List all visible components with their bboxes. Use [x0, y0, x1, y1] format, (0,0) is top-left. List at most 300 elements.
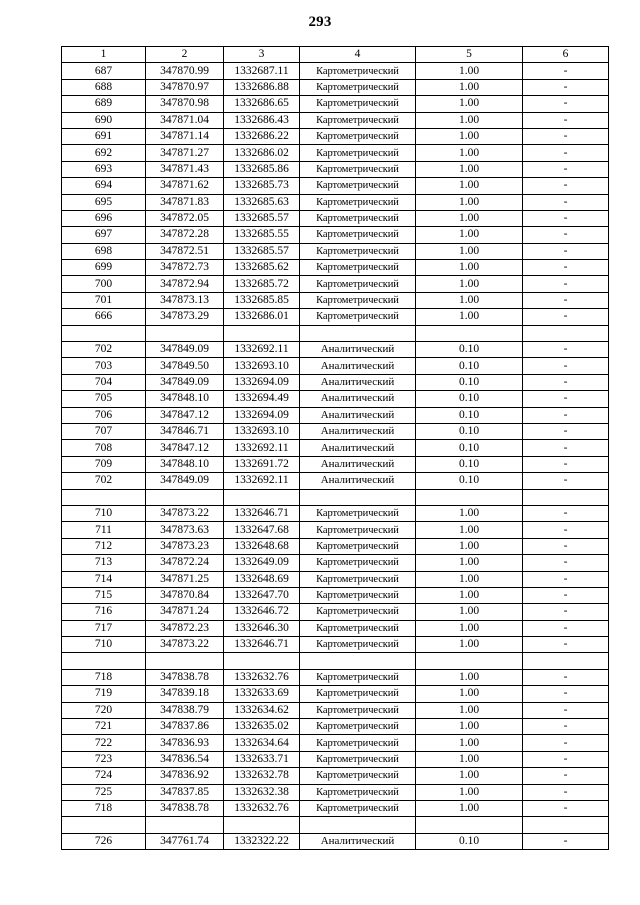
cell-y-coordinate: 1332632.76 [224, 669, 300, 685]
cell-y-coordinate: 1332686.02 [224, 145, 300, 161]
cell-method: Аналитический [300, 391, 416, 407]
cell-y-coordinate: 1332647.68 [224, 522, 300, 538]
cell-x-coordinate: 347847.12 [146, 440, 224, 456]
cell-point-number: 690 [62, 112, 146, 128]
table-row [62, 473, 609, 489]
cell-accuracy: 1.00 [416, 96, 523, 112]
cell-note: - [523, 768, 609, 784]
cell-accuracy: 1.00 [416, 735, 523, 751]
cell-note: - [523, 178, 609, 194]
cell-point-number: 701 [62, 292, 146, 308]
cell-y-coordinate: 1332685.72 [224, 276, 300, 292]
cell-y-coordinate: 1332648.68 [224, 538, 300, 554]
cell-x-coordinate: 347871.43 [146, 161, 224, 177]
table-row [62, 96, 609, 112]
cell-accuracy: 1.00 [416, 784, 523, 800]
cell-x-coordinate: 347849.09 [146, 473, 224, 489]
table-row [62, 522, 609, 538]
cell-accuracy: 1.00 [416, 292, 523, 308]
table-row [62, 669, 609, 685]
cell-method: Картометрический [300, 522, 416, 538]
cell-point-number: 700 [62, 276, 146, 292]
cell-note: - [523, 735, 609, 751]
cell-x-coordinate [146, 817, 224, 833]
cell-point-number: 722 [62, 735, 146, 751]
cell-note: - [523, 210, 609, 226]
cell-accuracy: 1.00 [416, 587, 523, 603]
cell-y-coordinate: 1332694.09 [224, 374, 300, 390]
cell-note: - [523, 128, 609, 144]
cell-y-coordinate: 1332686.01 [224, 309, 300, 325]
cell-x-coordinate: 347838.78 [146, 669, 224, 685]
cell-note [523, 653, 609, 669]
cell-method [300, 325, 416, 341]
cell-accuracy: 1.00 [416, 145, 523, 161]
cell-y-coordinate: 1332646.72 [224, 604, 300, 620]
cell-note: - [523, 538, 609, 554]
cell-accuracy: 1.00 [416, 768, 523, 784]
cell-point-number: 716 [62, 604, 146, 620]
cell-method: Картометрический [300, 719, 416, 735]
cell-y-coordinate: 1332692.11 [224, 473, 300, 489]
table-separator-row [62, 653, 609, 669]
table-row [62, 374, 609, 390]
cell-point-number: 715 [62, 587, 146, 603]
cell-x-coordinate: 347871.83 [146, 194, 224, 210]
cell-method: Картометрический [300, 686, 416, 702]
cell-point-number: 692 [62, 145, 146, 161]
cell-note: - [523, 260, 609, 276]
cell-note: - [523, 407, 609, 423]
column-header-3: 3 [224, 47, 300, 63]
cell-y-coordinate: 1332634.62 [224, 702, 300, 718]
cell-y-coordinate: 1332633.69 [224, 686, 300, 702]
table-row [62, 784, 609, 800]
table-row [62, 194, 609, 210]
cell-note: - [523, 784, 609, 800]
table-row [62, 702, 609, 718]
cell-accuracy: 0.10 [416, 440, 523, 456]
cell-x-coordinate: 347872.23 [146, 620, 224, 636]
cell-y-coordinate [224, 817, 300, 833]
cell-note: - [523, 374, 609, 390]
cell-y-coordinate: 1332648.69 [224, 571, 300, 587]
cell-method: Картометрический [300, 309, 416, 325]
cell-x-coordinate: 347846.71 [146, 423, 224, 439]
cell-point-number: 705 [62, 391, 146, 407]
cell-note: - [523, 719, 609, 735]
cell-x-coordinate: 347836.92 [146, 768, 224, 784]
cell-note: - [523, 145, 609, 161]
cell-accuracy [416, 653, 523, 669]
cell-x-coordinate: 347836.54 [146, 751, 224, 767]
table-row [62, 620, 609, 636]
table-row [62, 391, 609, 407]
table-row [62, 538, 609, 554]
table-row [62, 260, 609, 276]
cell-method: Картометрический [300, 63, 416, 79]
cell-x-coordinate: 347837.86 [146, 719, 224, 735]
cell-x-coordinate: 347871.14 [146, 128, 224, 144]
cell-x-coordinate: 347848.10 [146, 391, 224, 407]
cell-y-coordinate: 1332646.71 [224, 637, 300, 653]
cell-note: - [523, 555, 609, 571]
table-separator-row [62, 489, 609, 505]
cell-method: Картометрический [300, 604, 416, 620]
cell-point-number: 713 [62, 555, 146, 571]
cell-note: - [523, 391, 609, 407]
cell-accuracy: 1.00 [416, 604, 523, 620]
cell-y-coordinate: 1332693.10 [224, 358, 300, 374]
cell-x-coordinate: 347872.94 [146, 276, 224, 292]
cell-note: - [523, 276, 609, 292]
cell-x-coordinate: 347872.05 [146, 210, 224, 226]
cell-point-number: 707 [62, 423, 146, 439]
cell-x-coordinate: 347838.78 [146, 800, 224, 816]
table-row [62, 587, 609, 603]
table-row [62, 210, 609, 226]
cell-point-number: 689 [62, 96, 146, 112]
cell-point-number: 711 [62, 522, 146, 538]
cell-accuracy: 1.00 [416, 637, 523, 653]
cell-x-coordinate: 347873.13 [146, 292, 224, 308]
cell-y-coordinate: 1332685.57 [224, 210, 300, 226]
cell-x-coordinate: 347871.27 [146, 145, 224, 161]
column-header-2: 2 [146, 47, 224, 63]
cell-accuracy: 1.00 [416, 620, 523, 636]
cell-y-coordinate: 1332685.62 [224, 260, 300, 276]
cell-y-coordinate: 1332634.64 [224, 735, 300, 751]
cell-accuracy [416, 325, 523, 341]
cell-note: - [523, 686, 609, 702]
cell-point-number: 726 [62, 833, 146, 849]
table-row [62, 309, 609, 325]
cell-accuracy: 1.00 [416, 555, 523, 571]
cell-accuracy: 1.00 [416, 751, 523, 767]
cell-accuracy: 1.00 [416, 505, 523, 521]
cell-accuracy: 1.00 [416, 210, 523, 226]
cell-y-coordinate: 1332685.63 [224, 194, 300, 210]
cell-point-number [62, 325, 146, 341]
cell-point-number: 710 [62, 505, 146, 521]
coordinates-table [61, 46, 609, 850]
table-row [62, 112, 609, 128]
cell-x-coordinate: 347871.04 [146, 112, 224, 128]
cell-note: - [523, 96, 609, 112]
table-separator-row [62, 817, 609, 833]
cell-point-number: 724 [62, 768, 146, 784]
cell-y-coordinate: 1332685.55 [224, 227, 300, 243]
cell-accuracy: 1.00 [416, 276, 523, 292]
cell-method: Аналитический [300, 342, 416, 358]
cell-point-number: 725 [62, 784, 146, 800]
cell-method: Картометрический [300, 620, 416, 636]
cell-note: - [523, 227, 609, 243]
page-number: 293 [308, 14, 332, 30]
cell-accuracy: 1.00 [416, 178, 523, 194]
cell-x-coordinate: 347849.09 [146, 374, 224, 390]
cell-x-coordinate: 347849.09 [146, 342, 224, 358]
table-row [62, 735, 609, 751]
table-row [62, 276, 609, 292]
cell-point-number: 699 [62, 260, 146, 276]
cell-method: Картометрический [300, 702, 416, 718]
cell-accuracy: 0.10 [416, 423, 523, 439]
table-row [62, 800, 609, 816]
column-header-6: 6 [523, 47, 609, 63]
cell-x-coordinate: 347870.84 [146, 587, 224, 603]
table-row [62, 719, 609, 735]
cell-method: Картометрический [300, 735, 416, 751]
cell-y-coordinate: 1332694.09 [224, 407, 300, 423]
cell-point-number: 688 [62, 79, 146, 95]
cell-y-coordinate: 1332685.85 [224, 292, 300, 308]
cell-note: - [523, 161, 609, 177]
cell-x-coordinate: 347871.25 [146, 571, 224, 587]
cell-point-number: 704 [62, 374, 146, 390]
cell-point-number: 718 [62, 800, 146, 816]
cell-accuracy: 0.10 [416, 391, 523, 407]
cell-point-number: 706 [62, 407, 146, 423]
table-row [62, 161, 609, 177]
table-separator-row [62, 325, 609, 341]
cell-x-coordinate: 347847.12 [146, 407, 224, 423]
cell-point-number: 721 [62, 719, 146, 735]
cell-accuracy: 0.10 [416, 358, 523, 374]
cell-method: Картометрический [300, 260, 416, 276]
cell-note: - [523, 63, 609, 79]
cell-y-coordinate: 1332691.72 [224, 456, 300, 472]
cell-x-coordinate: 347873.29 [146, 309, 224, 325]
table-row [62, 456, 609, 472]
cell-note [523, 489, 609, 505]
cell-x-coordinate: 347872.73 [146, 260, 224, 276]
cell-method: Картометрический [300, 145, 416, 161]
cell-note: - [523, 620, 609, 636]
cell-accuracy: 1.00 [416, 719, 523, 735]
cell-x-coordinate: 347836.93 [146, 735, 224, 751]
cell-y-coordinate: 1332685.57 [224, 243, 300, 259]
cell-point-number [62, 489, 146, 505]
cell-y-coordinate: 1332686.88 [224, 79, 300, 95]
cell-x-coordinate: 347849.50 [146, 358, 224, 374]
cell-note: - [523, 522, 609, 538]
cell-note: - [523, 358, 609, 374]
cell-y-coordinate: 1332692.11 [224, 342, 300, 358]
cell-point-number [62, 817, 146, 833]
cell-accuracy: 0.10 [416, 407, 523, 423]
cell-method: Аналитический [300, 456, 416, 472]
cell-method: Картометрический [300, 555, 416, 571]
cell-method: Аналитический [300, 833, 416, 849]
cell-x-coordinate: 347837.85 [146, 784, 224, 800]
table-row [62, 79, 609, 95]
cell-accuracy: 0.10 [416, 374, 523, 390]
cell-x-coordinate [146, 653, 224, 669]
cell-method: Аналитический [300, 407, 416, 423]
cell-note: - [523, 243, 609, 259]
cell-point-number: 691 [62, 128, 146, 144]
table-body [62, 63, 609, 850]
cell-y-coordinate: 1332635.02 [224, 719, 300, 735]
cell-accuracy: 1.00 [416, 571, 523, 587]
cell-y-coordinate: 1332686.22 [224, 128, 300, 144]
cell-method: Картометрический [300, 768, 416, 784]
cell-accuracy: 1.00 [416, 63, 523, 79]
cell-x-coordinate: 347870.99 [146, 63, 224, 79]
cell-accuracy: 1.00 [416, 79, 523, 95]
cell-point-number: 695 [62, 194, 146, 210]
cell-point-number: 710 [62, 637, 146, 653]
cell-note: - [523, 473, 609, 489]
cell-x-coordinate: 347873.23 [146, 538, 224, 554]
cell-note: - [523, 604, 609, 620]
cell-note: - [523, 440, 609, 456]
cell-note: - [523, 112, 609, 128]
cell-accuracy: 1.00 [416, 800, 523, 816]
table-row [62, 423, 609, 439]
cell-x-coordinate: 347873.22 [146, 637, 224, 653]
cell-y-coordinate: 1332649.09 [224, 555, 300, 571]
cell-accuracy [416, 817, 523, 833]
cell-note: - [523, 702, 609, 718]
cell-y-coordinate: 1332685.73 [224, 178, 300, 194]
table-row [62, 342, 609, 358]
cell-x-coordinate: 347848.10 [146, 456, 224, 472]
cell-note: - [523, 587, 609, 603]
table-row [62, 63, 609, 79]
cell-accuracy: 0.10 [416, 473, 523, 489]
cell-point-number: 693 [62, 161, 146, 177]
cell-accuracy: 1.00 [416, 128, 523, 144]
cell-accuracy: 1.00 [416, 260, 523, 276]
cell-method: Картометрический [300, 96, 416, 112]
cell-method: Картометрический [300, 571, 416, 587]
cell-y-coordinate: 1332686.43 [224, 112, 300, 128]
cell-y-coordinate: 1332686.65 [224, 96, 300, 112]
cell-accuracy: 0.10 [416, 456, 523, 472]
cell-point-number: 714 [62, 571, 146, 587]
cell-accuracy: 1.00 [416, 522, 523, 538]
cell-y-coordinate: 1332693.10 [224, 423, 300, 439]
cell-method: Картометрический [300, 227, 416, 243]
cell-method [300, 489, 416, 505]
cell-x-coordinate: 347870.97 [146, 79, 224, 95]
table-row [62, 407, 609, 423]
cell-accuracy: 1.00 [416, 161, 523, 177]
cell-accuracy: 0.10 [416, 833, 523, 849]
cell-note: - [523, 669, 609, 685]
cell-method: Картометрический [300, 292, 416, 308]
cell-y-coordinate [224, 653, 300, 669]
cell-method [300, 817, 416, 833]
cell-x-coordinate: 347871.62 [146, 178, 224, 194]
cell-y-coordinate: 1332633.71 [224, 751, 300, 767]
cell-accuracy [416, 489, 523, 505]
cell-note: - [523, 800, 609, 816]
table-row [62, 440, 609, 456]
cell-method: Картометрический [300, 112, 416, 128]
table-row [62, 128, 609, 144]
cell-x-coordinate: 347872.24 [146, 555, 224, 571]
cell-method: Картометрический [300, 79, 416, 95]
cell-y-coordinate: 1332632.76 [224, 800, 300, 816]
cell-point-number: 708 [62, 440, 146, 456]
cell-y-coordinate: 1332632.38 [224, 784, 300, 800]
cell-accuracy: 0.10 [416, 342, 523, 358]
cell-point-number: 709 [62, 456, 146, 472]
cell-method: Картометрический [300, 751, 416, 767]
cell-method: Картометрический [300, 637, 416, 653]
table-row [62, 686, 609, 702]
cell-point-number [62, 653, 146, 669]
table-row [62, 637, 609, 653]
cell-accuracy: 1.00 [416, 194, 523, 210]
cell-method: Картометрический [300, 587, 416, 603]
table-row [62, 358, 609, 374]
cell-point-number: 717 [62, 620, 146, 636]
table-header [62, 47, 609, 63]
table-row [62, 555, 609, 571]
cell-x-coordinate: 347870.98 [146, 96, 224, 112]
cell-note [523, 325, 609, 341]
cell-x-coordinate: 347838.79 [146, 702, 224, 718]
cell-method: Картометрический [300, 669, 416, 685]
cell-accuracy: 1.00 [416, 227, 523, 243]
table-row [62, 768, 609, 784]
column-header-5: 5 [416, 47, 523, 63]
cell-y-coordinate: 1332647.70 [224, 587, 300, 603]
column-header-4: 4 [300, 47, 416, 63]
cell-method: Картометрический [300, 161, 416, 177]
cell-method: Картометрический [300, 800, 416, 816]
cell-method: Картометрический [300, 194, 416, 210]
cell-method: Аналитический [300, 358, 416, 374]
cell-accuracy: 1.00 [416, 243, 523, 259]
cell-y-coordinate: 1332646.30 [224, 620, 300, 636]
cell-method: Картометрический [300, 784, 416, 800]
cell-note: - [523, 309, 609, 325]
cell-point-number: 702 [62, 473, 146, 489]
cell-method: Картометрический [300, 505, 416, 521]
cell-y-coordinate [224, 489, 300, 505]
table-row [62, 571, 609, 587]
cell-point-number: 698 [62, 243, 146, 259]
cell-x-coordinate: 347871.24 [146, 604, 224, 620]
cell-y-coordinate: 1332694.49 [224, 391, 300, 407]
table-row [62, 604, 609, 620]
cell-note: - [523, 423, 609, 439]
cell-note: - [523, 292, 609, 308]
cell-accuracy: 1.00 [416, 538, 523, 554]
cell-x-coordinate: 347872.51 [146, 243, 224, 259]
table-row [62, 751, 609, 767]
cell-y-coordinate: 1332685.86 [224, 161, 300, 177]
cell-point-number: 702 [62, 342, 146, 358]
cell-note: - [523, 456, 609, 472]
cell-accuracy: 1.00 [416, 702, 523, 718]
cell-y-coordinate [224, 325, 300, 341]
table-row [62, 833, 609, 849]
cell-x-coordinate: 347761.74 [146, 833, 224, 849]
cell-method: Аналитический [300, 440, 416, 456]
table-row [62, 292, 609, 308]
cell-point-number: 666 [62, 309, 146, 325]
cell-method: Аналитический [300, 473, 416, 489]
cell-method: Картометрический [300, 276, 416, 292]
cell-accuracy: 1.00 [416, 686, 523, 702]
table-row [62, 505, 609, 521]
